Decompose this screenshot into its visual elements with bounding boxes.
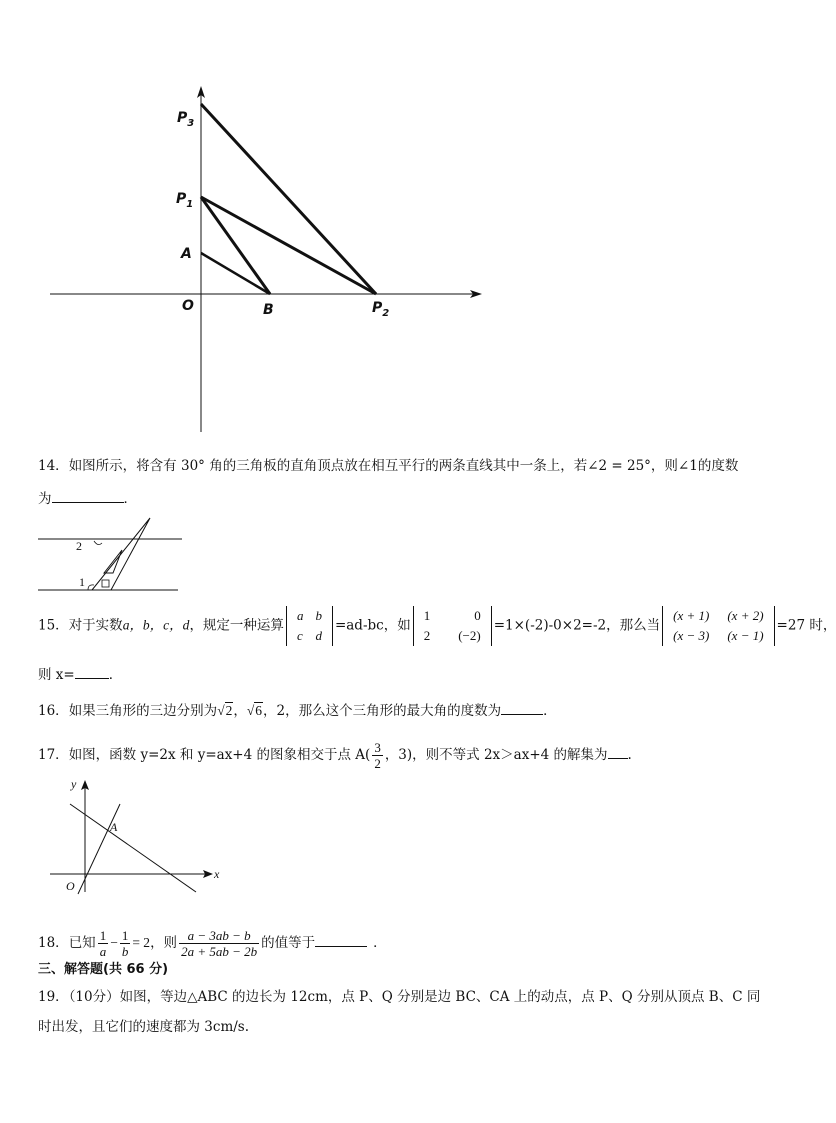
fig17-label-x: x xyxy=(214,867,220,881)
segment-a-b xyxy=(201,253,270,294)
q15-line1 xyxy=(38,606,836,646)
q18-f1-num: 1 xyxy=(99,928,107,943)
det2-a: 1 xyxy=(423,608,431,623)
q18-f3-num: a − 3ab − b xyxy=(179,928,259,944)
q18-answer-blank xyxy=(315,932,367,947)
det3-d: (x − 1) xyxy=(727,628,764,643)
fig17-label-a: A xyxy=(110,820,118,834)
q16-text1: 如果三角形的三边分别为 xyxy=(68,703,218,719)
q19-line1 xyxy=(38,987,760,1007)
q15-line2-prefix: 则 x= xyxy=(38,667,75,683)
section-title-answers: 三、解答题(共 66 分) xyxy=(38,962,169,977)
q16-answer-blank xyxy=(501,700,543,715)
q18-eq: = 2 xyxy=(132,935,151,950)
q14-line2-prefix: 为 xyxy=(38,491,52,507)
det3-c: (x − 3) xyxy=(673,628,710,643)
segment-p3-p2 xyxy=(201,104,376,294)
figure-line-intersection xyxy=(46,776,236,896)
q19-text-line1: （10分）如图，等边△ABC 的边长为 12cm，点 P、Q 分别是边 BC、CA 上的动点，点 P、Q 分别从顶点 B、C 同 xyxy=(68,989,761,1005)
q17-line xyxy=(38,740,632,771)
q18-frac3 xyxy=(179,928,259,959)
q18-minus: − xyxy=(110,935,118,950)
det1-d: d xyxy=(315,628,322,643)
q14-line2 xyxy=(38,488,137,509)
label-o: O xyxy=(182,298,194,314)
q15-determinant-x xyxy=(662,606,774,646)
q18-f3-den: 2a + 5ab − 2b xyxy=(181,944,258,959)
q16-radicand-2: 6 xyxy=(255,703,263,718)
q18-frac2 xyxy=(120,928,131,959)
q18-f2-den: b xyxy=(121,944,129,959)
q15-answer-blank xyxy=(75,664,109,679)
fig17-line-ax4 xyxy=(70,804,196,892)
q16-text2: ，2，那么这个三角形的最大角的度数为 xyxy=(263,703,502,719)
det1-a: a xyxy=(296,608,304,623)
det3-a: (x + 1) xyxy=(673,608,710,623)
q17-text2: ，3)，则不等式 2x＞ax+4 的解集为 xyxy=(384,747,608,763)
right-angle-mark xyxy=(102,580,109,587)
q14-line2-suffix: ． xyxy=(123,491,137,507)
q18-text3: 的值等于 xyxy=(261,935,316,951)
q19-number: 19． xyxy=(38,989,69,1005)
q18-f1-den: a xyxy=(99,944,107,959)
q14-answer-blank xyxy=(52,488,124,503)
q15-eq1: =ad-bc，如 xyxy=(334,617,411,634)
q15-determinant-abcd xyxy=(286,606,333,646)
q19-text-line2: 时出发，且它们的速度都为 3cm/s. xyxy=(38,1019,250,1035)
q15-eq2: =1×(-2)-0×2=-2，那么当 xyxy=(493,617,661,634)
q16-sep: ， xyxy=(233,703,247,719)
fig17-label-o: O xyxy=(66,879,75,893)
segment-p1-b xyxy=(201,197,270,294)
q16-line xyxy=(38,700,557,721)
q17-number: 17． xyxy=(38,747,69,763)
figure-parallel-triangle xyxy=(36,514,186,596)
q16-sqrt-2: √2 xyxy=(217,703,233,718)
fig17-label-y: y xyxy=(71,777,77,791)
det2-c: 2 xyxy=(423,628,431,643)
q18-line xyxy=(38,928,387,959)
fig17-line-y2x xyxy=(78,804,120,894)
det2-b: 0 xyxy=(474,608,481,623)
q17-frac-num: 3 xyxy=(374,740,381,755)
q17-frac-den: 2 xyxy=(374,756,381,771)
q16-sqrt-6: √6 xyxy=(246,703,263,718)
q15-determinant-example xyxy=(413,606,492,646)
triangle-ruler-outer xyxy=(92,518,150,590)
q17-suffix: . xyxy=(627,747,632,763)
q18-text1: 已知 xyxy=(68,935,96,951)
det2-d: (−2) xyxy=(458,628,481,643)
q15-text1: 对于实数 xyxy=(68,617,123,634)
q17-text1: 如图，函数 y=2x 和 y=ax+4 的图象相交于点 A( xyxy=(68,747,371,763)
q19-line2 xyxy=(38,1017,249,1037)
q14-text: 如图所示，将含有 30° 角的三角板的直角顶点放在相互平行的两条直线其中一条上，若∠2 = 25°，则∠1的度数 xyxy=(68,458,739,474)
q15-number: 15． xyxy=(38,617,69,634)
det1-c: c xyxy=(296,628,303,643)
q14-number: 14． xyxy=(38,458,69,474)
q18-f2-num: 1 xyxy=(121,928,129,943)
q15-line2-suffix: ． xyxy=(108,667,123,683)
label-a: A xyxy=(181,246,192,262)
q15-text2: ，规定一种运算 xyxy=(189,617,284,634)
angle2-arc xyxy=(94,541,102,545)
q17-answer-blank xyxy=(608,744,628,759)
q14-line1 xyxy=(38,456,738,476)
q16-number: 16． xyxy=(38,703,69,719)
det3-b: (x + 2) xyxy=(727,608,764,623)
q18-suffix: ． xyxy=(373,935,387,951)
label-p2: $P_2$ xyxy=(372,300,390,319)
triangle-ruler-inner xyxy=(104,550,122,573)
q15-line2 xyxy=(38,664,122,685)
q18-number: 18． xyxy=(38,935,69,951)
label-p3: $P_3$ xyxy=(177,110,195,129)
q18-text2: ，则 xyxy=(150,935,178,951)
q17-fraction xyxy=(372,740,383,771)
segment-p1-p2 xyxy=(201,197,376,294)
q15-eq3: =27 时， xyxy=(776,617,836,634)
figure-triangles xyxy=(40,80,500,440)
q16-suffix: ． xyxy=(543,703,557,719)
label-b: B xyxy=(263,302,274,318)
angle1-label: 1 xyxy=(79,575,85,589)
q18-frac1 xyxy=(98,928,109,959)
q15-vars: a，b，c，d xyxy=(122,617,190,633)
label-p1: $P_1$ xyxy=(176,191,194,210)
q16-radicand-1: 2 xyxy=(225,703,233,718)
det1-b: b xyxy=(315,608,322,623)
angle2-label: 2 xyxy=(76,539,82,553)
